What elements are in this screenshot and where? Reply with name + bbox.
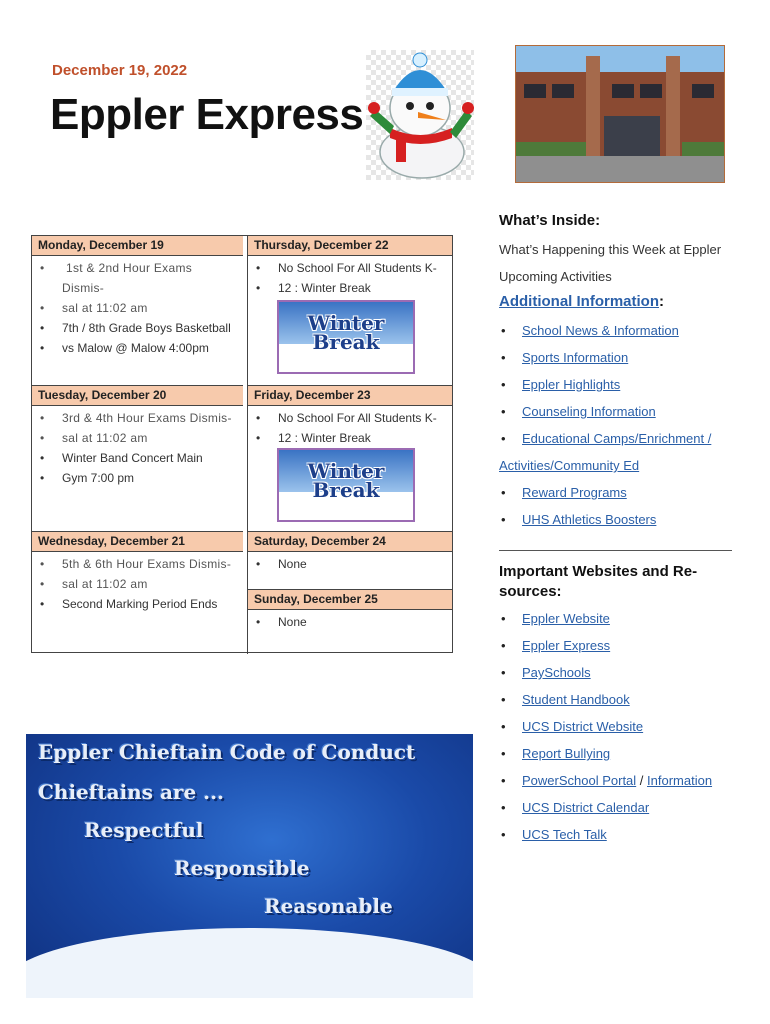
- banner-text-line: Break: [312, 330, 380, 354]
- list-item: [499, 344, 749, 371]
- code-of-conduct-graphic: [26, 734, 473, 998]
- school-building-photo: [515, 45, 725, 183]
- banner-text-line: Break: [312, 478, 380, 502]
- list-item: [499, 632, 749, 659]
- weekly-schedule-table: [31, 235, 453, 653]
- list-item: • None: [254, 612, 446, 632]
- educational-camps-link[interactable]: Educational Camps/Enrichment /: [522, 431, 712, 446]
- eppler-express-link[interactable]: Eppler Express: [522, 638, 611, 653]
- sunday-cell: [248, 590, 452, 654]
- newsletter-title: Eppler Express: [50, 90, 364, 139]
- list-item: • Second Marking Period Ends: [38, 594, 237, 614]
- powerschool-information-link[interactable]: Information: [647, 773, 713, 788]
- tech-talk-link[interactable]: UCS Tech Talk: [522, 827, 607, 842]
- saturday-cell: [248, 532, 452, 590]
- list-item: [499, 740, 749, 767]
- winter-break-banner: [277, 448, 415, 522]
- report-bullying-link[interactable]: Report Bullying: [522, 746, 611, 761]
- counseling-info-link[interactable]: Counseling Information: [522, 404, 656, 419]
- reward-programs-link[interactable]: Reward Programs: [522, 485, 627, 500]
- banner-text-line: Winter: [307, 459, 385, 483]
- list-item: [499, 425, 749, 452]
- list-item-continued: • sal at 11:02 am: [38, 298, 237, 318]
- thursday-cell: [248, 236, 452, 386]
- conduct-subtitle: Chieftains are ...: [38, 780, 225, 804]
- sports-info-link[interactable]: Sports Information: [522, 350, 629, 365]
- day-heading: Wednesday, December 21: [32, 532, 243, 552]
- whats-inside-heading: What’s Inside:: [499, 212, 601, 229]
- list-item: [499, 821, 749, 848]
- winter-break-banner: [277, 300, 415, 374]
- list-item: • 5th & 6th Hour Exams Dismis-: [38, 554, 237, 574]
- day-heading: Sunday, December 25: [248, 590, 452, 610]
- conduct-value: Respectful: [84, 818, 204, 842]
- banner-text-line: Winter: [307, 311, 385, 335]
- list-item-continued: [499, 452, 749, 479]
- list-item: • 7th / 8th Grade Boys Basketball: [38, 318, 237, 338]
- list-item: [499, 479, 749, 506]
- day-heading: Thursday, December 22: [248, 236, 452, 256]
- monday-cell: [32, 236, 243, 386]
- list-item-continued: • 12 : Winter Break: [254, 278, 446, 298]
- list-item-continued: • sal at 11:02 am: [38, 428, 237, 448]
- additional-links-list: [499, 317, 749, 533]
- snowman-clipart: [366, 50, 474, 180]
- conduct-title: Eppler Chieftain Code of Conduct: [38, 740, 416, 764]
- wednesday-cell: [32, 532, 243, 654]
- list-item: [499, 398, 749, 425]
- day-heading: Tuesday, December 20: [32, 386, 243, 406]
- day-heading: Friday, December 23: [248, 386, 452, 406]
- link-separator: /: [636, 773, 648, 788]
- list-item-continued: • Gym 7:00 pm: [38, 468, 237, 488]
- snow-ground: [26, 928, 473, 998]
- important-websites-heading: Important Websites and Re-sources:: [499, 563, 698, 600]
- list-item: [499, 659, 749, 686]
- inside-item: What’s Happening this Week at Eppler: [499, 242, 722, 257]
- list-item-continued: • 12 : Winter Break: [254, 428, 446, 448]
- district-calendar-link[interactable]: UCS District Calendar: [522, 800, 650, 815]
- conduct-value: Reasonable: [264, 894, 393, 918]
- list-item: [499, 794, 749, 821]
- list-item: [499, 767, 749, 794]
- list-item: • None: [254, 554, 446, 574]
- student-handbook-link[interactable]: Student Handbook: [522, 692, 630, 707]
- list-item: [499, 506, 749, 533]
- list-item: • 3rd & 4th Hour Exams Dismis-: [38, 408, 237, 428]
- eppler-highlights-link[interactable]: Eppler Highlights: [522, 377, 621, 392]
- newsletter-date: December 19, 2022: [52, 62, 188, 79]
- list-item-continued: • vs Malow @ Malow 4:00pm: [38, 338, 237, 358]
- list-item: • 1st & 2nd Hour Exams Dismis-: [38, 258, 237, 298]
- list-item: [499, 317, 749, 344]
- day-heading: Monday, December 19: [32, 236, 243, 256]
- list-item: [499, 371, 749, 398]
- payschools-link[interactable]: PaySchools: [522, 665, 591, 680]
- resource-links-list: [499, 605, 749, 848]
- section-divider: [499, 550, 732, 551]
- list-item: [499, 713, 749, 740]
- school-news-link[interactable]: School News & Information: [522, 323, 679, 338]
- activities-community-link[interactable]: Activities/Community Ed: [499, 458, 640, 473]
- district-website-link[interactable]: UCS District Website: [522, 719, 644, 734]
- list-item: • Winter Band Concert Main: [38, 448, 237, 468]
- day-heading: Saturday, December 24: [248, 532, 452, 552]
- list-item: • No School For All Students K-: [254, 258, 446, 278]
- powerschool-portal-link[interactable]: PowerSchool Portal: [522, 773, 637, 788]
- eppler-website-link[interactable]: Eppler Website: [522, 611, 610, 626]
- athletics-boosters-link[interactable]: UHS Athletics Boosters: [522, 512, 657, 527]
- list-item: [499, 686, 749, 713]
- friday-cell: [248, 386, 452, 532]
- additional-information-link[interactable]: Additional Information: [499, 293, 659, 310]
- list-item-continued: • sal at 11:02 am: [38, 574, 237, 594]
- conduct-value: Responsible: [174, 856, 310, 880]
- additional-information-heading: Additional Information:: [499, 293, 664, 310]
- inside-item: Upcoming Activities: [499, 269, 612, 284]
- list-item: [499, 605, 749, 632]
- list-item: • No School For All Students K-: [254, 408, 446, 428]
- tuesday-cell: [32, 386, 243, 532]
